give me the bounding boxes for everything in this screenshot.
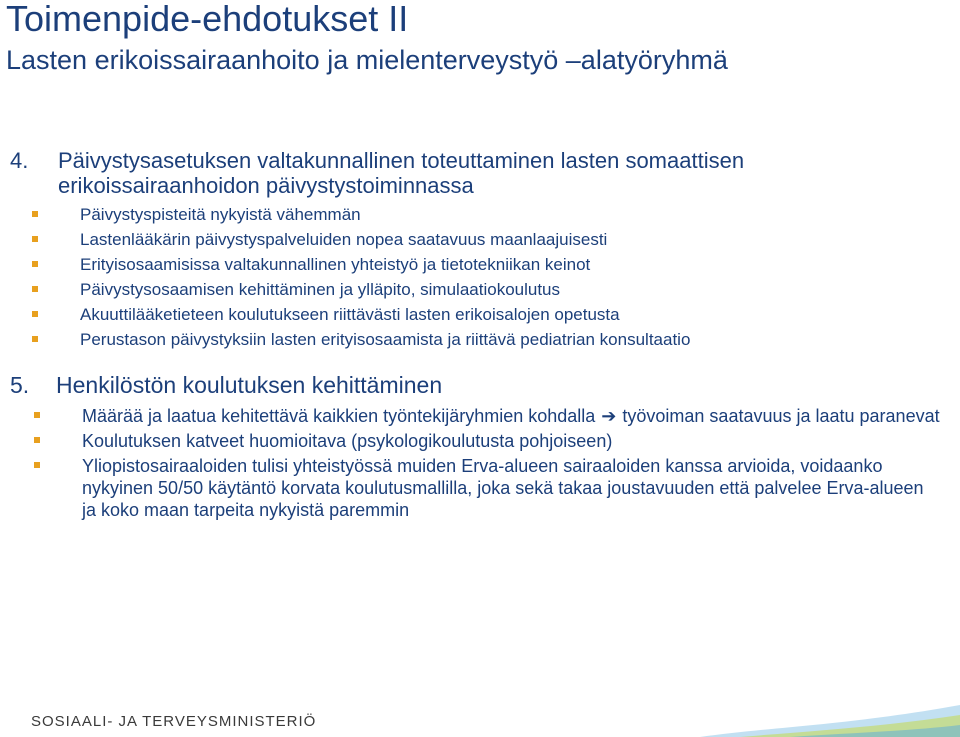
list-item <box>10 252 940 277</box>
list-item-text: Perustason päivystyksiin lasten erityisosaamista ja riittävä pediatrian konsultaatio <box>80 330 691 349</box>
square-bullet-icon <box>32 236 38 242</box>
ministry-logo-text: SOSIAALI- JA TERVEYSMINISTERIÖ <box>31 713 317 730</box>
list-item <box>10 302 940 327</box>
square-bullet-icon <box>32 311 38 317</box>
item-text-part: Määrää ja laatua kehitettävä kaikkien työntekijäryhmien kohdalla <box>82 406 596 426</box>
section-4 <box>10 148 940 352</box>
list-item-text: Yliopistosairaaloiden tulisi yhteistyössä muiden Erva-alueen sairaaloiden kanssa arvioida, voidaanko nykyinen 50/50 käytäntö korvata koulutusmallilla, joka sekä takaa joustavuuden että palvelee Erva-alueen ja koko maan tarpeita nykyistä paremmin <box>82 456 924 520</box>
square-bullet-icon <box>32 211 38 217</box>
list-item <box>10 430 940 452</box>
square-bullet-icon <box>32 336 38 342</box>
list-item <box>10 327 940 352</box>
item-text-part: työvoiman saatavuus ja laatu paranevat <box>622 406 940 426</box>
list-item-text: Päivystysosaamisen kehittäminen ja ylläpito, simulaatiokoulutus <box>80 280 561 299</box>
list-item-text: Akuuttilääketieteen koulutukseen riittävästi lasten erikoisalojen opetusta <box>80 305 620 324</box>
list-item-text: Koulutuksen katveet huomioitava (psykologikoulutusta pohjoiseen) <box>82 431 613 451</box>
list-item-text: Päivystyspisteitä nykyistä vähemmän <box>80 205 361 224</box>
section-5-heading: Henkilöstön koulutuksen kehittäminen <box>56 372 443 398</box>
list-item <box>10 405 940 427</box>
section-5-header <box>10 373 940 398</box>
section-5 <box>10 373 940 524</box>
section-4-number: 4. <box>10 148 29 173</box>
section-4-header <box>10 148 940 198</box>
list-item-text: Erityisosaamisissa valtakunnallinen yhteistyö ja tietotekniikan keinot <box>80 255 591 274</box>
section-4-list <box>10 202 940 352</box>
list-item-text: Lastenlääkärin päivystyspalveluiden nopea saatavuus maanlaajuisesti <box>80 230 608 249</box>
square-bullet-icon <box>32 286 38 292</box>
square-bullet-icon <box>34 437 40 443</box>
slide-title: Toimenpide-ehdotukset II <box>6 0 409 39</box>
decorative-wave-icon <box>700 697 960 737</box>
list-item <box>10 202 940 227</box>
section-4-heading: Päivystysasetuksen valtakunnallinen toteuttaminen lasten somaattisen erikoissairaanhoidon päivystystoiminnassa <box>58 148 745 198</box>
slide-subtitle: Lasten erikoissairaanhoito ja mielenterveystyö –alatyöryhmä <box>6 45 728 75</box>
section-5-list <box>10 405 940 521</box>
list-item <box>10 455 940 521</box>
square-bullet-icon <box>34 412 40 418</box>
square-bullet-icon <box>32 261 38 267</box>
list-item <box>10 227 940 252</box>
list-item <box>10 277 940 302</box>
square-bullet-icon <box>34 462 40 468</box>
arrow-right-icon: ➔ <box>601 406 617 426</box>
section-5-number: 5. <box>10 372 30 398</box>
list-item-text <box>82 405 940 427</box>
